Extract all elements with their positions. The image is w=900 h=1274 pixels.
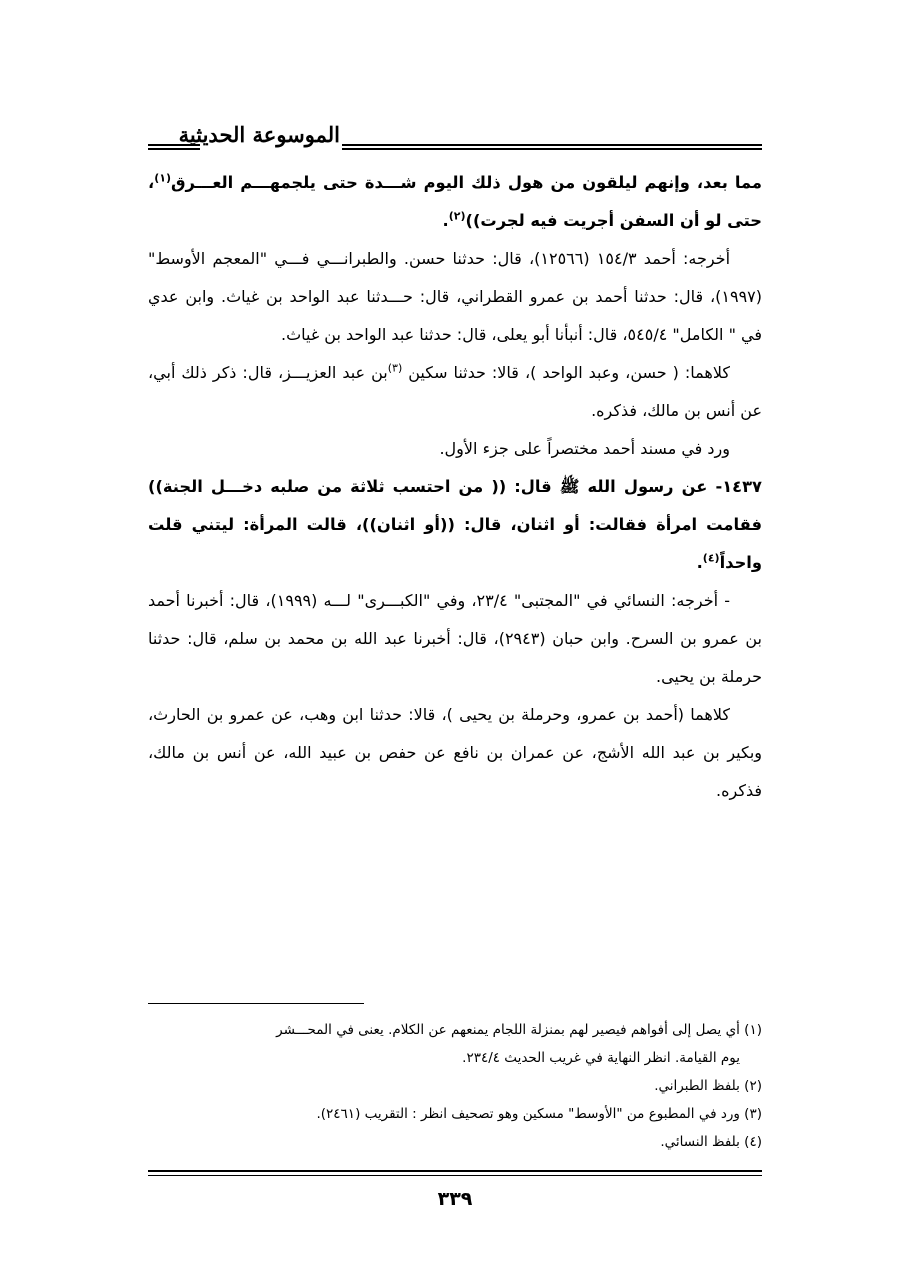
footnote-ref-3: (٣) [387,361,403,375]
punctuation: . [696,553,703,572]
warada-paragraph: ورد في مسند أحمد مختصراً على جزء الأول. [439,439,730,458]
footnote-separator [148,1003,364,1004]
footnote-ref-2: (٢) [448,209,466,223]
matn-line-1: مما بعد، وإنهم ليلقون من هول ذلك اليوم شـــدة حتى يلجمهـــم العـــرق [170,173,762,192]
footnotes [148,1016,762,1156]
footnote-4: (٤) بلفظ النسائي. [660,1134,762,1150]
punctuation: ، [148,173,155,192]
takhrij-paragraph-1: أخرجه: أحمد ١٥٤/٣ (١٢٥٦٦)، قال: حدثنا حسن. والطبرانـــي فـــي "المعجم الأوسط" (١٩٩٧)، قال: حدثنا أحمد بن عمرو القطراني، قال: حـــدثنا عبد الواحد بن غياث. وابن عدي في " الكامل" ٥٤٥/٤، قال: أنبأنا أبو يعلى، قال: حدثنا عبد الواحد بن غياث. [148,249,762,344]
matn-line-2: حتى لو أن السفن أجريت فيه لجرت)) [465,211,762,230]
footnote-3: (٣) ورد في المطبوع من "الأوسط" مسكين وهو تصحيف انظر : التقريب (٢٤٦١). [316,1106,762,1122]
header-title: الموسوعة الحديثية [178,122,340,147]
bottom-double-rule [148,1170,762,1176]
hadith-1437 [148,468,762,582]
matn-paragraph [148,164,762,240]
book-page [148,118,762,1268]
punctuation: . [442,211,449,230]
footnote-1-continued: يوم القيامة. انظر النهاية في غريب الحديث ٢٣٤/٤. [462,1050,740,1066]
page-number: ٣٣٩ [437,1188,473,1210]
footnote-ref-1: (١) [154,171,171,185]
kilahuma-text-b: بن عبد العزيـــز، قال: ذكر ذلك أبي، عن أنس بن مالك، فذكره. [148,363,762,420]
running-header [148,118,762,164]
footnote-ref-4: (٤) [702,551,720,565]
body-text [148,164,762,810]
takhrij-paragraph-2: - أخرجه: النسائي في "المجتبى" ٢٣/٤، وفي "الكبـــرى" لـــه (١٩٩٩)، قال: أخبرنا أحمد بن عمرو بن السرح. وابن حبان (٢٩٤٣)، قال: أخبرنا عبد الله بن محمد بن سلم، قال: حدثنا حرملة بن يحيى. [148,591,763,686]
kilahuma-paragraph-2: كلاهما (أحمد بن عمرو، وحرملة بن يحيى )، قالا: حدثنا ابن وهب، عن عمرو بن الحارث، وبكير بن عبد الله الأشج، عن عمران بن نافع عن حفص بن عبيد الله، عن أنس بن مالك، فذكره. [148,705,762,800]
kilahuma-text-a: كلاهما: ( حسن، وعبد الواحد )، قالا: حدثنا سكين [402,363,730,382]
footnote-2: (٢) بلفظ الطبراني. [654,1078,762,1094]
header-rule-right [342,144,762,150]
hadith-1437-text: ١٤٣٧- عن رسول الله ﷺ قال: (( من احتسب ثلاثة من صلبه دخـــل الجنة)) فقامت امرأة فقالت: أو اثنان، قال: ((أو اثنان))، قالت المرأة: ليتني قلت واحداً [148,477,762,572]
kilahuma-paragraph-1 [148,354,762,430]
footnote-1: (١) أي يصل إلى أفواهم فيصير لهم بمنزلة اللجام يمنعهم عن الكلام. يعنى في المحـــشر [276,1022,762,1038]
